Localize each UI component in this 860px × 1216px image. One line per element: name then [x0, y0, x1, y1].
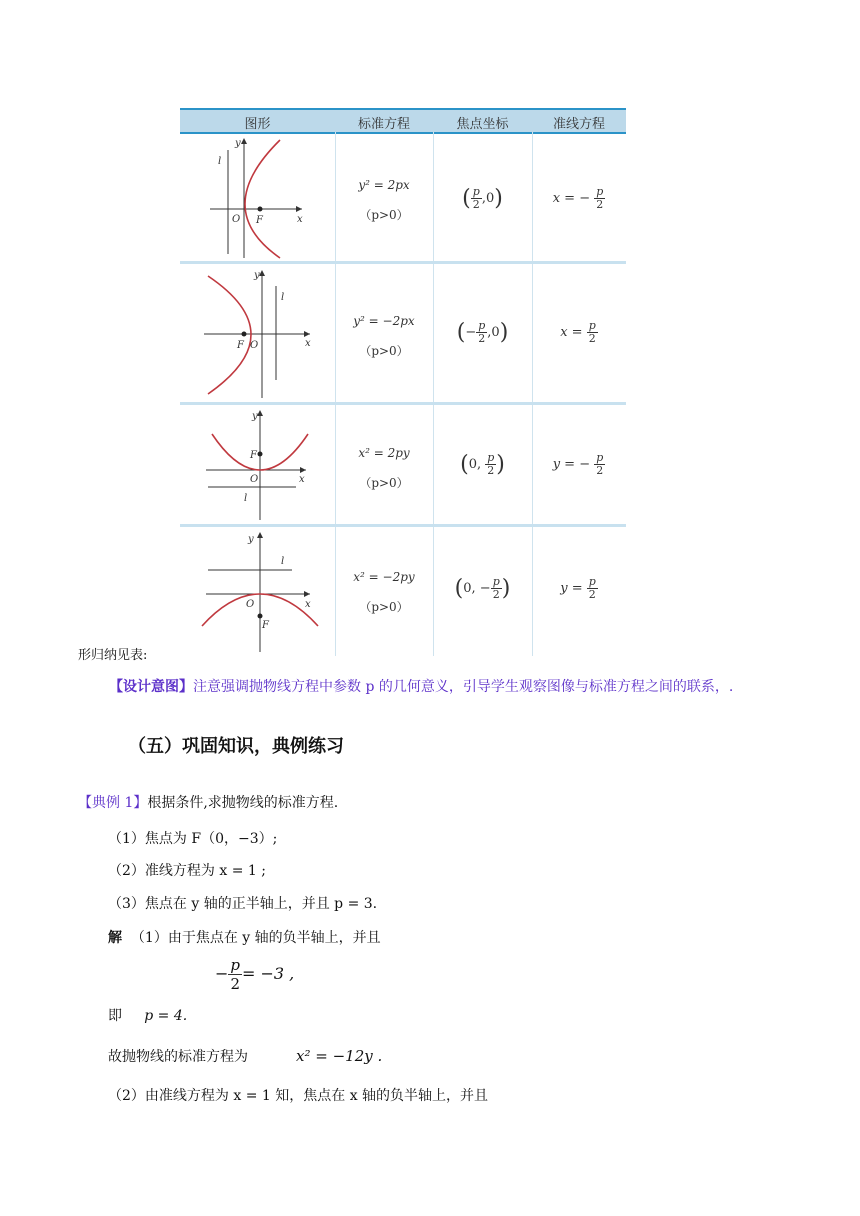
header-standard-equation: 标准方程	[357, 117, 410, 132]
solution-line-3: 故抛物线的标准方程为 x² = −12y .	[108, 1047, 383, 1065]
design-intent-text: 注意强调抛物线方程中参数 p 的几何意义，引导学生观察图像与标准方程之间的联系，.	[193, 679, 734, 695]
graph-label: O	[250, 474, 259, 485]
standard-equation: y² = 2px	[358, 178, 410, 192]
focus-coordinates: (0, − $\frac{p}{2}$ )	[454, 575, 511, 601]
solution-text: （1）由于焦点在 y 轴的负半轴上，并且	[130, 930, 381, 946]
solution-label: 解	[108, 930, 122, 946]
directrix-equation: x = $\frac{p}{2}$	[560, 319, 596, 345]
graph-label: O	[232, 214, 241, 225]
graph-label: x	[299, 474, 305, 485]
graph-label: x	[305, 338, 311, 349]
table-header	[180, 108, 626, 134]
graph-label: l	[281, 292, 285, 303]
focus-coordinates: (− $\frac{p}{2}$ ,0)	[456, 319, 509, 345]
graph-label: O	[250, 340, 259, 351]
graph-label: F	[237, 340, 244, 351]
example-item: （2）准线方程为 x = 1 ;	[108, 863, 266, 879]
design-intent	[109, 676, 733, 696]
graph-label: F	[262, 620, 269, 631]
solution-line-2: 即 p = 4.	[108, 1008, 188, 1024]
example-item: （1）焦点为 F（0，−3）;	[108, 831, 278, 847]
graph-opens-up	[180, 406, 335, 522]
parameter-condition: （p>0）	[359, 476, 409, 490]
directrix-equation: y = $\frac{p}{2}$	[560, 575, 596, 601]
design-intent-tag: 【设计意图】	[109, 679, 193, 695]
graph-label: F	[256, 215, 263, 226]
header-figure: 图形	[244, 117, 271, 132]
graph-label: l	[218, 156, 222, 167]
standard-equation: y² = −2px	[353, 314, 415, 328]
parameter-condition: （p>0）	[359, 208, 409, 222]
graph-label: y	[254, 270, 260, 281]
graph-opens-left	[180, 266, 335, 400]
row-divider	[180, 402, 626, 405]
focus-coordinates: (0, $\frac{p}{2}$ )	[460, 451, 505, 477]
example-heading	[78, 792, 338, 812]
standard-equation: x² = 2py	[358, 446, 410, 460]
parameter-condition: （p>0）	[359, 600, 409, 614]
example-prompt: 根据条件,求抛物线的标准方程.	[147, 795, 339, 811]
example-tag: 【典例 1】	[78, 795, 148, 811]
solution-line-4: （2）由准线方程为 x = 1 知，焦点在 x 轴的负半轴上，并且	[108, 1088, 489, 1104]
table-caption: 形归纳见表:	[78, 648, 148, 663]
directrix-equation: y = − $\frac{p}{2}$	[552, 451, 604, 477]
graph-label: y	[248, 534, 254, 545]
focus-coordinates: ( $\frac{p}{2}$ ,0)	[462, 185, 503, 211]
solution-line-1	[108, 927, 381, 947]
graph-label: F	[250, 450, 257, 461]
header-directrix-equation: 准线方程	[552, 117, 605, 132]
graph-label: O	[246, 599, 255, 610]
section-title: （五）巩固知识，典例练习	[128, 736, 344, 757]
graph-label: x	[305, 599, 311, 610]
parabola-summary-table	[180, 108, 626, 656]
graph-opens-down	[180, 528, 335, 654]
graph-label: y	[252, 411, 258, 422]
graph-label: x	[297, 214, 303, 225]
example-item: （3）焦点在 y 轴的正半轴上，并且 p = 3.	[108, 896, 378, 912]
graph-label: l	[244, 493, 248, 504]
solution-equation-1: − $\frac{p}{2}$ = −3 ,	[215, 956, 295, 993]
graph-opens-right	[180, 134, 335, 260]
directrix-equation: x = − $\frac{p}{2}$	[552, 185, 604, 211]
graph-label: l	[281, 556, 285, 567]
row-divider	[180, 261, 626, 264]
graph-label: y	[235, 138, 241, 149]
header-focus-coordinates: 焦点坐标	[456, 117, 509, 132]
parameter-condition: （p>0）	[359, 344, 409, 358]
row-divider	[180, 524, 626, 527]
standard-equation: x² = −2py	[353, 570, 415, 584]
